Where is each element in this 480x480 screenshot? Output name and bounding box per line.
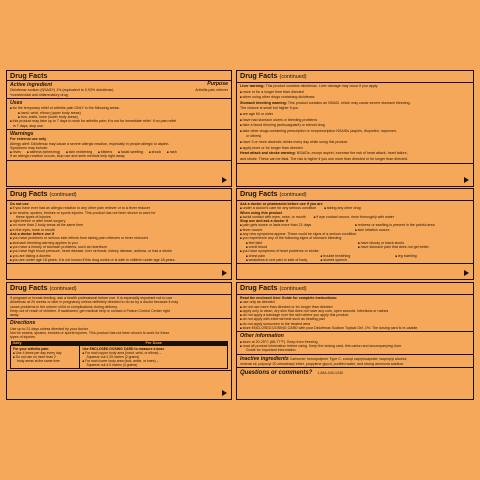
drug-facts-panel-4 (236, 188, 474, 280)
panel-header: Drug Facts (continued) (7, 283, 231, 295)
other-info-line: ■ read all product information before using. Keep the dosing card, this carton and accompanying User (240, 344, 470, 348)
ask-doctor-line: ■ stomach bleeding warning applies to you (10, 241, 228, 245)
stop-use-line: ■ have bloody or black stools (358, 241, 470, 245)
drug-facts-panel-2 (236, 70, 474, 187)
stop-use-line: ■ trouble breathing (321, 254, 396, 258)
warnings-tail: If an allergic reaction occurs, stop use and seek medical help right away. (10, 154, 126, 159)
questions-section (237, 368, 473, 378)
when-using-item: ■ avoid contact with eyes, nose, or mouth (240, 215, 306, 219)
symptom: ■ rash (167, 150, 177, 154)
panel-header: Drug Facts (continued) (237, 283, 473, 295)
ask-doctor-heading: Ask a doctor before use if (10, 232, 55, 237)
dosing-line: ■ Do not use on more than 2 (13, 355, 77, 359)
warning-line: ■ take a blood thinning (anticoagulant) or steroid drug (240, 123, 470, 129)
warning-line: Heart attack and stroke warning: NSAIDs, except aspirin, increase the risk of heart attack, heart failure, (240, 151, 408, 156)
continue-arrow-icon (222, 270, 227, 276)
do-not-use-line: these types of injuries (16, 214, 51, 219)
stop-use-line: ■ weakness in one part or side of body (246, 258, 321, 262)
pregnancy-line: If pregnant or breast-feeding, ask a health professional before use. It is especially important not to use (10, 296, 173, 300)
warnings-line: Symptoms may include: (10, 145, 49, 150)
stop-use-line: ■ have stomach pain that does not get better (358, 245, 470, 249)
do-not-use-line: ■ on more than 2 body areas at the same time (10, 223, 228, 227)
instructions-section (237, 295, 473, 332)
uses-line: ■ this product may take up to 7 days to work for arthritis pain; it is not for immediate relief. If no pain relief (10, 119, 228, 123)
do-not-use-line: ■ in the eyes, nose or mouth (10, 228, 228, 232)
warning-line: Stomach bleeding warning: This product contains an NSAID, which may cause severe stomach bleeding. (240, 100, 411, 105)
do-not-use-section (7, 201, 231, 264)
active-ingredient-heading: Active ingredient (10, 82, 53, 88)
symptom: ■ asthma (wheezing) (27, 150, 60, 154)
dosing-line: Squeeze out 4.5 inches (4 grams) (86, 362, 138, 367)
stop-use-line: ■ skin irritation occurs (355, 228, 470, 232)
pregnancy-line: cause problems in the unborn child or complications during delivery. (10, 304, 118, 309)
dosing-line: ■ For each upper body area (hand, wrist, or elbow) – (82, 351, 225, 355)
continue-arrow-icon (464, 177, 469, 183)
active-purpose: Arthritis pain reliever (195, 88, 228, 93)
inactive-line: Inactive ingredients Carbomer homopolymer Type C, cocoyl caprylocaprate, isopropyl alcohol, (240, 355, 408, 362)
inactive-ingredients-section (237, 355, 473, 369)
active-ingredient-section (7, 81, 231, 99)
uses-section (7, 99, 231, 130)
ask-doctor-line: ■ you have a history of stomach problems, such as heartburn (10, 245, 228, 249)
stop-use-line: ■ leg swelling (395, 254, 470, 258)
symptom: ■ skin reddening (66, 150, 92, 154)
read-guide-heading: Read the enclosed User Guide for complete instructions: (240, 296, 338, 300)
bleeding-signs-grid (240, 241, 470, 250)
warning-line: or others) (246, 134, 262, 139)
dosing-line: ■ Use 4 times per day every day (13, 351, 77, 355)
instruction-line: ■ do not apply sunscreen to the treated area (240, 322, 470, 326)
panel-header: Drug Facts (continued) (237, 71, 473, 83)
dosing-line: For your arthritis pain: (13, 346, 50, 351)
pregnancy-line: Keep out of reach of children. If swallowed, get medical help or contact a Poison Control Center right (10, 308, 170, 313)
stop-use-line: ■ feel faint (246, 241, 358, 245)
ask-pharmacist-heading: Ask a doctor or pharmacist before use if you are (240, 202, 323, 206)
ask-pharmacist-item: ■ under a doctor's care for any serious condition (240, 206, 316, 210)
dosing-table-cell (80, 346, 228, 368)
when-using-item: ■ if eye contact occurs, rinse thoroughly with water (314, 215, 394, 219)
stop-use-line: ■ fever occurs (240, 228, 355, 232)
uses-line: ■ foot, ankle, knee (lower body areas) (10, 115, 228, 119)
instruction-line: ■ use only as directed (240, 300, 470, 304)
heart-signs-grid (240, 254, 470, 263)
stop-use-line: ■ pain gets worse or lasts more than 21 days (240, 223, 355, 227)
warning-line: ■ when using other drugs containing diclofenac (240, 95, 470, 101)
stop-use-heading: Stop use and ask a doctor if (240, 219, 288, 224)
stop-use-line: ■ slurred speech (321, 258, 396, 262)
instruction-line: ■ do not apply a bandage over the skin where you apply this product (240, 313, 470, 317)
liver-stomach-warnings (237, 83, 473, 164)
pregnancy-line: diclofenac at 20 weeks or later in pregnancy unless definitely directed to do so by a doctor because it may (10, 300, 179, 305)
symptom: ■ hives (10, 150, 21, 154)
drug-facts-panel-1 (6, 70, 232, 187)
ask-doctor-pharmacist-section (237, 201, 473, 264)
continue-arrow-icon (222, 177, 227, 183)
continue-arrow-icon (222, 390, 227, 396)
pregnancy-line: away. (10, 313, 20, 318)
directions-line: Not for strains, sprains, bruises or sports injuries. This product has not been shown to work for these (10, 331, 170, 336)
uses-line: ■ hand, wrist, elbow (upper body areas) (10, 111, 228, 115)
symptom: ■ blisters (98, 150, 112, 154)
uses-line: ■ for the temporary relief of arthritis pain ONLY in the following areas: (10, 106, 228, 110)
warning-line: ■ have 3 or more alcoholic drinks every day while using this product (240, 140, 470, 146)
do-not-use-line: ■ if you have ever had an allergic reaction to any other pain reliever or to a fever reducer (10, 206, 228, 210)
drug-facts-panel-5 (6, 282, 232, 400)
purpose-heading: Purpose (207, 81, 228, 87)
when-using-heading: When using this product (240, 210, 283, 215)
warning-line: ■ take other drugs containing prescription or nonprescription NSAIDs (aspirin, ibuprofen, naproxen, (240, 129, 470, 135)
questions-label: Questions or comments? (240, 370, 313, 377)
uses-heading: Uses (10, 100, 23, 106)
warnings-heading: Warnings (10, 130, 34, 137)
instruction-line: ■ do not apply with external heat such as heating pad (240, 317, 470, 321)
warning-line: and stroke. These can be fatal. The risk is higher if you use more than directed or for longer than directed. (240, 156, 409, 161)
stop-use-grid (240, 223, 470, 232)
dosing-line: Use ENCLOSED DOSING CARD to measure a dose (82, 346, 165, 351)
instruction-line: ■ store ENCLOSED DOSING CARD with your Diclofenac Sodium Topical Gel, 1%. The dosing card is re-usable. (240, 326, 470, 330)
stop-use-line: ■ you have symptoms of heart problems or stroke: (240, 249, 470, 253)
warning-line: The chance is small but higher if you (240, 106, 299, 111)
dosing-table (10, 341, 228, 369)
dosing-line: body areas at the same time (17, 358, 60, 363)
stop-use-line: ■ you experience any of the following signs of stomach bleeding (240, 236, 470, 240)
dosing-table-header: Per Dose (80, 341, 228, 346)
pregnancy-section (7, 295, 231, 319)
symptom: ■ shock (149, 150, 161, 154)
directions-section (7, 319, 231, 370)
inactive-heading: Inactive ingredients (240, 355, 289, 362)
panel-header: Drug Facts (7, 71, 231, 81)
other-info-line: Guide for important information. (246, 348, 297, 353)
uses-line: in 7 days, stop use. (13, 123, 44, 128)
ask-doctor-line: ■ you are under age 18 years. It is not known if this drug works or is safe in children under age 18 years. (10, 258, 228, 262)
stop-use-line: ■ chest pain (246, 254, 321, 258)
panel-header: Drug Facts (continued) (7, 189, 231, 201)
ask-doctor-line: ■ you have high blood pressure, heart disease, liver cirrhosis, kidney disease, asthma, or had a stroke (10, 249, 228, 253)
warnings-section (7, 130, 231, 161)
phone-number: 1-844-243-1243 (317, 371, 343, 376)
warnings-line: Allergy alert: Diclofenac may cause a severe allergic reaction, especially in people allergic to aspirin. (10, 141, 170, 146)
do-not-use-line: ■ for strains, sprains, bruises or sports injuries. This product has not been shown to work for (10, 211, 228, 215)
other-info-line: ■ store at 20-25°C (68-77°F). Keep from freezing. (240, 340, 470, 344)
stop-use-line: ■ redness or swelling is present in the painful area (355, 223, 470, 227)
other-info-heading: Other information (240, 333, 284, 340)
directions-heading: Directions (10, 320, 36, 327)
ask-pharmacist-item: ■ taking any other drug (324, 206, 360, 210)
warning-line: ■ are age 60 or older (240, 112, 470, 118)
do-not-use-line: ■ right before or after heart surgery (10, 219, 228, 223)
stop-use-line: ■ any new symptoms appear. These could be signs of a serious condition. (240, 232, 470, 236)
ask-doctor-line: ■ you have problems or serious side effects from taking pain relievers or fever reducers (10, 236, 228, 240)
warning-line: ■ apply more or for longer than directed (240, 146, 470, 152)
inactive-line: mineral oil, polyoxyl 20 cetostearyl ether, propylene glycol, purified water, and strong ammonia solution. (240, 362, 405, 367)
do-not-use-heading: Do not use (10, 202, 29, 206)
other-information-section (237, 332, 473, 354)
ask-doctor-line: ■ you are taking a diuretic (10, 254, 228, 258)
drug-facts-panel-3 (6, 188, 232, 280)
nsaid-note: *nonsteroidal anti-inflammatory drug (10, 92, 68, 97)
instruction-line: ■ do not use more than directed or for longer than directed (240, 305, 470, 309)
dosing-table-header: Daily (11, 341, 80, 346)
dosing-line: Squeeze out 2.25 inches (2 grams) (86, 354, 140, 359)
warning-line: ■ more or for a longer time than directed (240, 90, 470, 96)
directions-line: types of injuries. (10, 335, 36, 340)
directions-line: Use up to 21 days unless directed by your doctor. (10, 326, 89, 331)
warning-line: ■ have had stomach ulcers or bleeding problems (240, 118, 470, 124)
warnings-line: For external use only (10, 137, 47, 142)
continue-arrow-icon (464, 270, 469, 276)
dosing-table-cell (11, 346, 80, 368)
dosing-line: ■ For each lower body area (foot, ankle, or knee) – (82, 359, 225, 363)
panel-header: Drug Facts (continued) (237, 189, 473, 201)
active-ingredient-line: Diclofenac sodium (NSAID*) 1% (equivalent to 0.93% diclofenac) (10, 88, 114, 93)
drug-facts-panel-6 (236, 282, 474, 400)
symptom: ■ facial swelling (118, 150, 143, 154)
warning-line: Liver warning: This product contains diclofenac. Liver damage may occur if you apply (240, 84, 378, 88)
instruction-line: ■ apply only to clean, dry skin that does not have any cuts, open wounds, infections or rashes (240, 309, 470, 313)
stop-use-line: ■ vomit blood (246, 245, 358, 249)
